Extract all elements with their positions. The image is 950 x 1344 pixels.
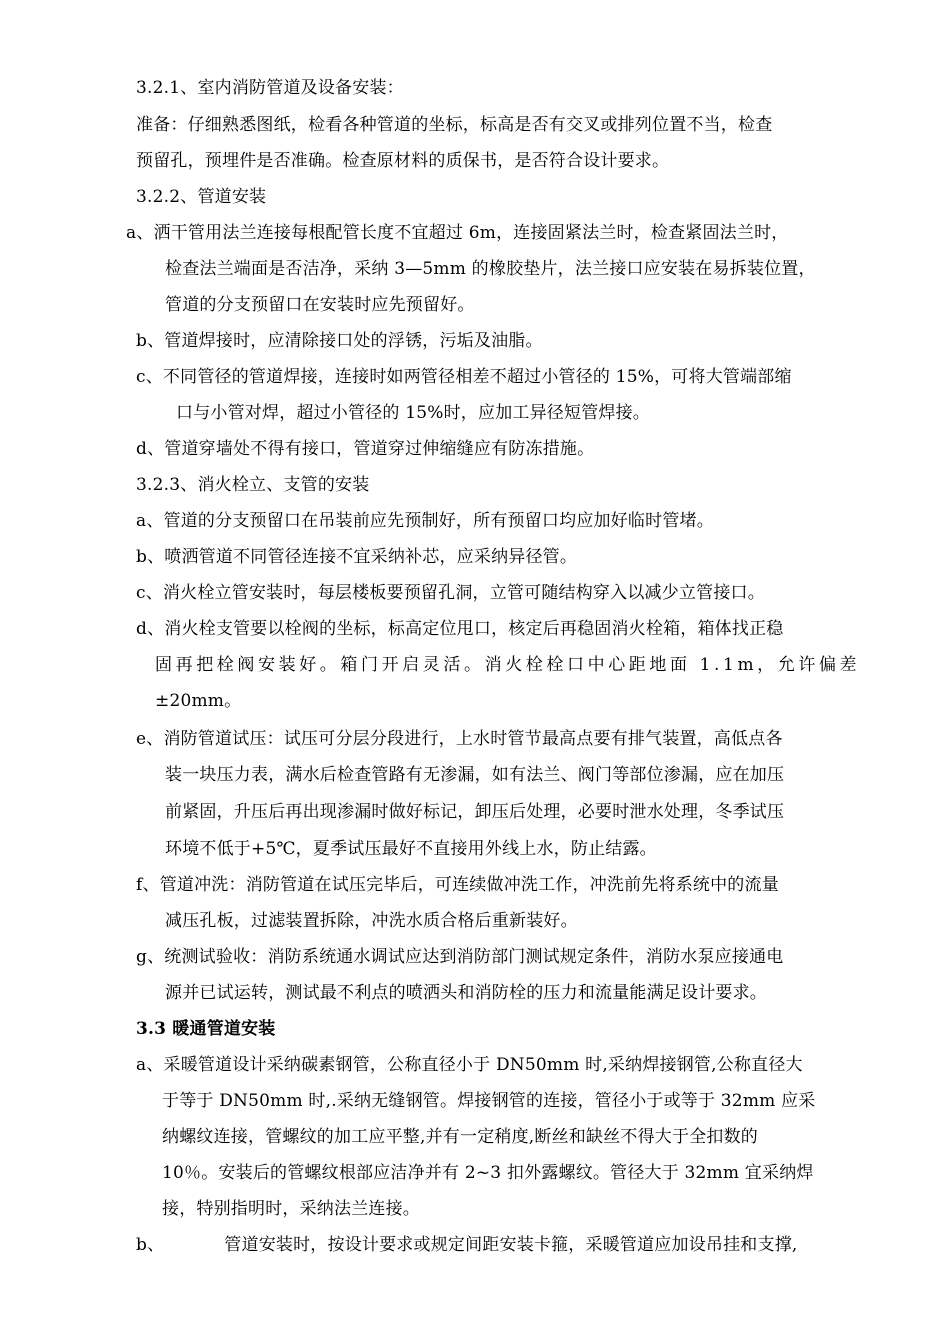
list-item-a: a、管道的分支预留口在吊装前应先预制好，所有预留口均应加好临时管堵。	[136, 511, 714, 531]
paragraph-line: 管道的分支预留口在安装时应先预留好。	[165, 295, 475, 315]
list-item-b: b、管道焊接时，应清除接口处的浮锈，污垢及油脂。	[136, 331, 543, 351]
heading-3-2-1: 3.2.1、室内消防管道及设备安装：	[136, 78, 404, 98]
list-item-text: 管道安装时，按设计要求或规定间距安装卡箍，采暖管道应加设吊挂和支撑,	[224, 1235, 798, 1255]
paragraph-line: 检查法兰端面是否洁净，采纳 3—5mm 的橡胶垫片，法兰接口应安装在易拆装位置，	[165, 259, 816, 279]
heading-3-2-3: 3.2.3、消火栓立、支管的安装	[136, 475, 370, 495]
paragraph-line: 口与小管对焊，超过小管径的 15%时，应加工异径短管焊接。	[176, 403, 650, 423]
list-item-d: d、消火栓支管要以栓阀的坐标，标高定位甩口，核定后再稳固消火栓箱，箱体找正稳	[136, 619, 784, 639]
paragraph-line: 于等于 DN50mm 时,.采纳无缝钢管。焊接钢管的连接，管径小于或等于 32mm 应采	[162, 1091, 816, 1111]
list-item-e: e、消防管道试压：试压可分层分段进行，上水时管节最高点要有排气装置，高低点各	[136, 729, 783, 749]
list-item-b	[136, 1234, 798, 1256]
paragraph-line: 源并已试运转，测试最不利点的喷洒头和消防栓的压力和流量能满足设计要求。	[165, 983, 767, 1003]
paragraph-line: 环境不低于+5℃，夏季试压最好不直接用外线上水，防止结露。	[165, 839, 657, 859]
list-item-d: d、管道穿墙处不得有接口，管道穿过伸缩缝应有防冻措施。	[136, 439, 595, 459]
paragraph-line: ±20mm。	[155, 691, 242, 711]
paragraph-line: 固再把栓阀安装好。箱门开启灵活。消火栓栓口中心距地面 1.1m，允许偏差	[155, 655, 861, 675]
heading-3-2-2: 3.2.2、管道安装	[136, 187, 267, 207]
list-item-a: a、采暖管道设计采纳碳素钢管，公称直径小于 DN50mm 时,采纳焊接钢管,公称直径大	[136, 1055, 803, 1075]
paragraph-line: 纳螺纹连接，管螺纹的加工应平整,并有一定稍度,断丝和缺丝不得大于全扣数的	[162, 1127, 759, 1147]
list-item-c: c、不同管径的管道焊接，连接时如两管径相差不超过小管径的 15%，可将大管端部缩	[136, 367, 792, 387]
paragraph-line: 减压孔板，过滤装置拆除，冲洗水质合格后重新装好。	[165, 911, 578, 931]
list-item-c: c、消火栓立管安装时，每层楼板要预留孔洞，立管可随结构穿入以减少立管接口。	[136, 583, 765, 603]
paragraph-line: 前紧固，升压后再出现渗漏时做好标记，卸压后处理，必要时泄水处理，冬季试压	[165, 802, 785, 822]
heading-3-3: 3.3 暖通管道安装	[136, 1019, 276, 1039]
paragraph-line: 接，特别指明时，采纳法兰连接。	[162, 1199, 420, 1219]
paragraph-line: 装一块压力表，满水后检查管路有无渗漏，如有法兰、阀门等部位渗漏，应在加压	[165, 765, 785, 785]
list-marker: b、	[136, 1235, 165, 1255]
list-item-f: f、管道冲洗：消防管道在试压完毕后，可连续做冲洗工作，冲洗前先将系统中的流量	[136, 875, 779, 895]
paragraph-line: 准备：仔细熟悉图纸，检看各种管道的坐标，标高是否有交叉或排列位置不当，检查	[136, 115, 773, 135]
list-item-b: b、喷洒管道不同管径连接不宜采纳补芯，应采纳异径管。	[136, 547, 578, 567]
list-item-g: g、统测试验收：消防系统通水调试应达到消防部门测试规定条件，消防水泵应接通电	[136, 947, 784, 967]
paragraph-line: 10％。安装后的管螺纹根部应洁净并有 2~3 扣外露螺纹。管径大于 32mm 宜采纳焊	[162, 1163, 814, 1183]
list-item-a: a、洒干管用法兰连接每根配管长度不宜超过 6m，连接固紧法兰时，检查紧固法兰时，	[126, 223, 789, 243]
paragraph-line: 预留孔，预埋件是否准确。检查原材料的质保书，是否符合设计要求。	[136, 151, 670, 171]
